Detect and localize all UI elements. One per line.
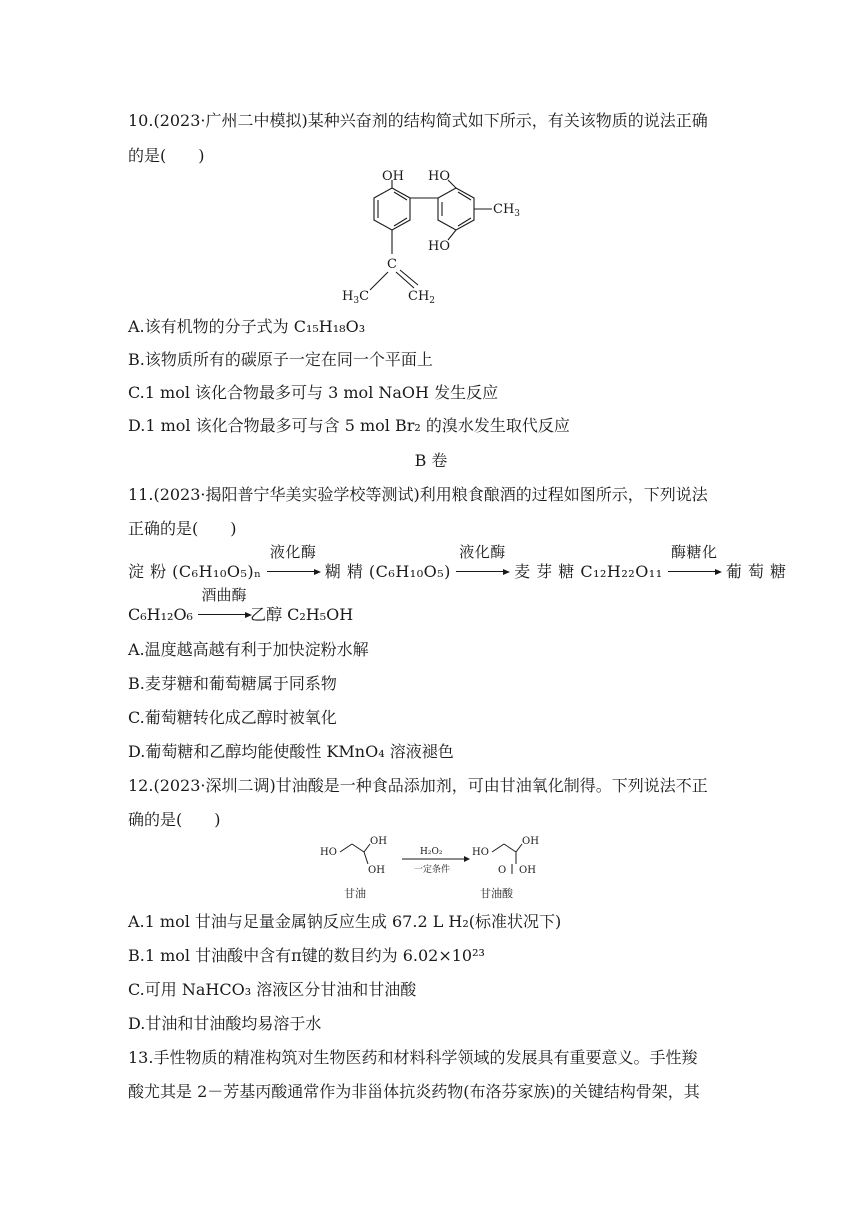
q11-arrow-4 (198, 586, 250, 626)
q12-option-c[interactable]: C.可用 NaHCO₃ 溶液区分甘油和甘油酸 (128, 980, 417, 999)
q11-starch: 淀 粉 (C₆H₁₀O₅)ₙ (128, 562, 262, 581)
q11-enzyme-4: 酒曲酶 (201, 586, 247, 604)
q12-glycerol-oh2: OH (368, 865, 385, 876)
q11-arrow-2 (456, 543, 508, 583)
q10-structure-diagram (330, 168, 530, 308)
q11-glucose: 葡 萄 糖 (725, 562, 787, 581)
q12-glycerol-name: 甘油 (344, 887, 366, 900)
q12-reagent: H₂O₂ (420, 847, 443, 857)
q11-option-d[interactable]: D.葡萄糖和乙醇均能使酸性 KMnO₄ 溶液褪色 (128, 742, 454, 761)
q13-line2: 酸尤其是 2－芳基丙酸通常作为非甾体抗炎药物(布洛芬家族)的关键结构骨架，其 (128, 1082, 700, 1101)
q11-arrow-3 (668, 543, 720, 583)
q10-ho-top-label: HO (428, 169, 450, 184)
q12-glycerol-oh1: OH (370, 836, 387, 847)
q10-option-d[interactable]: D.1 mol 该化合物最多可与含 5 mol Br₂ 的溴水发生取代反应 (128, 416, 570, 435)
q11-option-a[interactable]: A.温度越高越有利于加快淀粉水解 (128, 640, 369, 659)
q12-option-d[interactable]: D.甘油和甘油酸均易溶于水 (128, 1014, 322, 1033)
q12-reaction-scheme (316, 834, 546, 906)
q12-option-b[interactable]: B.1 mol 甘油酸中含有π键的数目约为 6.02×10²³ (128, 946, 485, 965)
q12-stem-line2: 确的是( ) (128, 810, 221, 829)
q10-option-a[interactable]: A.该有机物的分子式为 C₁₅H₁₈O₃ (128, 317, 366, 336)
q10-ho-bottom-label: HO (428, 239, 450, 254)
section-b-heading: B 卷 (414, 451, 448, 470)
q11-arrow-1 (267, 543, 319, 583)
q11-enzyme-2: 液化酶 (459, 543, 506, 561)
q11-enzyme-3: 酶糖化 (670, 543, 718, 561)
q13-line1: 13.手性物质的精准构筑对生物医药和材料科学领域的发展具有重要意义。手性羧 (128, 1048, 698, 1067)
q11-maltose: 麦 芽 糖 C₁₂H₂₂O₁₁ (514, 562, 663, 581)
q11-ethanol: 乙醇 C₂H₅OH (250, 605, 354, 624)
q12-condition: 一定条件 (414, 865, 451, 875)
q11-flow-line1 (128, 543, 787, 583)
q11-dextrin: 糊 精 (C₆H₁₀O₅) (324, 562, 451, 581)
q12-glyceric-name: 甘油酸 (480, 887, 513, 900)
q10-option-c[interactable]: C.1 mol 该化合物最多可与 3 mol NaOH 发生反应 (128, 383, 499, 402)
q10-oh-label: OH (382, 169, 404, 184)
q12-glyceric-ho: HO (472, 847, 489, 858)
q10-c-label: C (387, 257, 397, 272)
q11-glucose-formula: C₆H₁₂O₆ (128, 605, 193, 624)
q11-enzyme-1: 液化酶 (269, 543, 317, 561)
q11-stem-line2: 正确的是( ) (128, 519, 237, 538)
q11-option-b[interactable]: B.麦芽糖和葡萄糖属于同系物 (128, 674, 337, 693)
q12-glyceric-oh2: OH (519, 865, 536, 876)
q12-stem-line1: 12.(2023·深圳二调)甘油酸是一种食品添加剂，可由甘油氧化制得。下列说法不正 (128, 776, 708, 795)
q10-h3c-label: $H_3C$ (342, 289, 370, 306)
q12-glyceric-o: O (498, 865, 507, 876)
q12-glycerol-ho: HO (320, 847, 337, 858)
q10-ch2-label: $CH_2$ (408, 289, 436, 306)
q10-ch3-label: $CH_3$ (493, 202, 521, 219)
q12-option-a[interactable]: A.1 mol 甘油与足量金属钠反应生成 67.2 L H₂(标准状况下) (128, 912, 562, 931)
q11-flow-line2 (128, 586, 734, 626)
q12-glyceric-oh1: OH (522, 836, 539, 847)
q10-option-b[interactable]: B.该物质所有的碳原子一定在同一个平面上 (128, 350, 433, 369)
q11-option-c[interactable]: C.葡萄糖转化成乙醇时被氧化 (128, 708, 337, 727)
q10-stem-line2: 的是( ) (128, 146, 205, 165)
q11-stem-line1: 11.(2023·揭阳普宁华美实验学校等测试)利用粮食酿酒的过程如图所示，下列说法 (128, 485, 708, 504)
q10-stem-line1: 10.(2023·广州二中模拟)某种兴奋剂的结构简式如下所示，有关该物质的说法正确 (128, 111, 708, 130)
